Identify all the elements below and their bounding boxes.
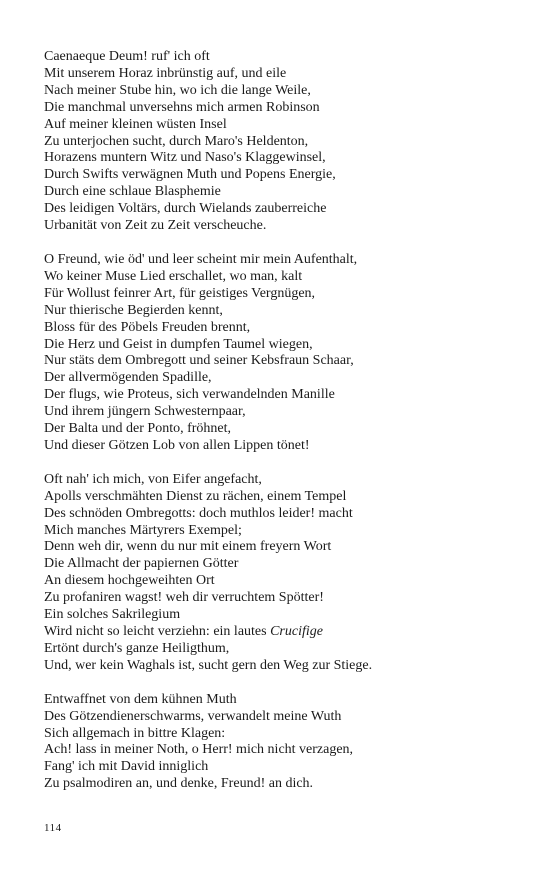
- stanza-4: [44, 692, 514, 793]
- verse-line: Und ihrem jüngern Schwesternpaar,: [44, 404, 246, 420]
- verse-line: Apolls verschmähten Dienst zu rächen, einem Tempel: [44, 488, 347, 504]
- verse-line: Horazens muntern Witz und Naso's Klaggewinsel,: [44, 150, 326, 166]
- verse-line: Zu psalmodiren an, und denke, Freund! an dich.: [44, 776, 314, 792]
- verse-line: Bloss für des Pöbels Freuden brennt,: [44, 319, 251, 335]
- verse-line: Und dieser Götzen Lob von allen Lippen tönet!: [44, 437, 310, 453]
- verse-line: Ein solches Sakrilegium: [44, 607, 181, 623]
- verse-line: Nur thierische Begierden kennt,: [44, 302, 223, 318]
- verse-line: Ach! lass in meiner Noth, o Herr! mich nicht verzagen,: [44, 742, 354, 758]
- verse-line: Denn weh dir, wenn du nur mit einem freyern Wort: [44, 539, 332, 555]
- verse-line: Und, wer kein Waghals ist, sucht gern den Weg zur Stiege.: [44, 657, 373, 673]
- verse-line: Mich manches Märtyrers Exempel;: [44, 522, 242, 538]
- verse-line: Nach meiner Stube hin, wo ich die lange Weile,: [44, 82, 311, 98]
- verse-line: Oft nah' ich mich, von Eifer angefacht,: [44, 471, 262, 487]
- verse-line: Wo keiner Muse Lied erschallet, wo man, kalt: [44, 268, 303, 284]
- verse-line: Entwaffnet von dem kühnen Muth: [44, 691, 237, 707]
- verse-line: Fang' ich mit David inniglich: [44, 759, 209, 775]
- verse-line: Die Allmacht der papiernen Götter: [44, 556, 239, 572]
- verse-line: Durch Swifts verwägnen Muth und Popens Energie,: [44, 167, 336, 183]
- verse-line: Die Herz und Geist in dumpfen Taumel wiegen,: [44, 336, 313, 352]
- stanza-2: [44, 252, 514, 455]
- verse-line: Urbanität von Zeit zu Zeit verscheuche.: [44, 218, 267, 234]
- verse-line: Die manchmal unversehns mich armen Robinson: [44, 99, 320, 115]
- verse-line: Des Götzendienerschwarms, verwandelt meine Wuth: [44, 708, 342, 724]
- verse-line: Caenaeque Deum! ruf' ich oft: [44, 49, 210, 64]
- verse-line: Zu profaniren wagst! weh dir verruchtem Spötter!: [44, 590, 324, 606]
- verse-text: Wird nicht so leicht verziehn: ein lautes: [44, 624, 271, 639]
- verse-line: Durch eine schlaue Blasphemie: [44, 184, 221, 200]
- verse-line: Der flugs, wie Proteus, sich verwandelnden Manille: [44, 387, 335, 403]
- page-number: 114: [44, 822, 62, 834]
- verse-line: Sich allgemach in bittre Klagen:: [44, 725, 226, 741]
- italic-word: Crucifige: [270, 624, 323, 639]
- verse-line: Nur stäts dem Ombregott und seiner Kebsfraun Schaar,: [44, 353, 354, 369]
- verse-line: Ertönt durch's ganze Heiligthum,: [44, 640, 230, 656]
- verse-line: Für Wollust feinrer Art, für geistiges Vergnügen,: [44, 285, 316, 301]
- verse-line: O Freund, wie öd' und leer scheint mir mein Aufenthalt,: [44, 251, 358, 267]
- verse-line: Des leidigen Voltärs, durch Wielands zauberreiche: [44, 201, 327, 217]
- verse-line: Auf meiner kleinen wüsten Insel: [44, 116, 227, 132]
- verse-line: Des schnöden Ombregotts: doch muthlos leider! macht: [44, 505, 353, 521]
- verse-line: Zu unterjochen sucht, durch Maro's Heldenton,: [44, 133, 309, 149]
- verse-line: Mit unserem Horaz inbrünstig auf, und eile: [44, 65, 287, 81]
- poem-text: [44, 49, 514, 810]
- verse-line-crucifige: [44, 624, 514, 641]
- verse-line: An diesem hochgeweihten Ort: [44, 573, 215, 589]
- verse-line: Der Balta und der Ponto, fröhnet,: [44, 421, 232, 437]
- verse-line: Der allvermögenden Spadille,: [44, 370, 212, 386]
- stanza-3: [44, 472, 514, 675]
- stanza-1: [44, 49, 514, 235]
